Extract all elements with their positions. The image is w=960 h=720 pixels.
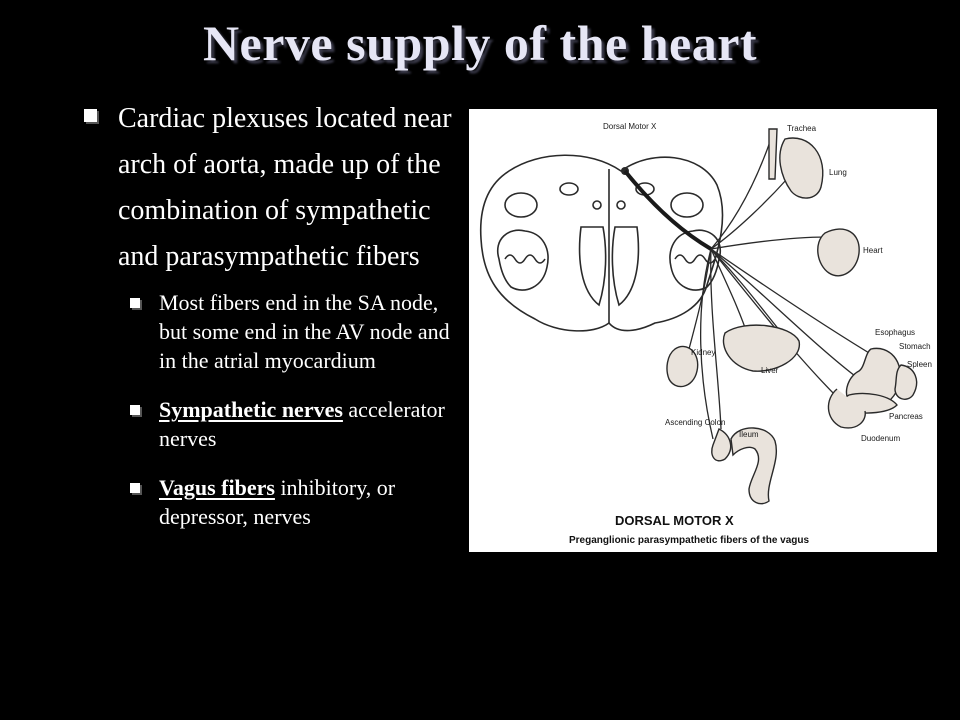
- colon-shape: [731, 428, 776, 504]
- sub-bullet-1: [130, 288, 464, 375]
- sub-bullet-text: [159, 473, 464, 531]
- vagus-nerve-diagram: [469, 109, 937, 552]
- sub-bullet-text: [159, 395, 464, 453]
- square-bullet-icon: [84, 109, 97, 122]
- sub-bullet-3-text: inhibitory, or depressor, nerves: [159, 475, 396, 529]
- trachea-shape: [769, 129, 777, 179]
- sub-bullet-3: [130, 473, 464, 531]
- liver-shape: [723, 325, 799, 371]
- sympathetic-nerves-keyword: Sympathetic nerves: [159, 397, 343, 422]
- bullet-list: [84, 96, 464, 551]
- caption-title: DORSAL MOTOR X: [615, 513, 734, 528]
- label-ascending-colon: Ascending Colon: [665, 418, 726, 427]
- nucleus-left: [505, 193, 537, 217]
- olive-left-fold: [505, 255, 545, 263]
- spleen-shape: [895, 365, 917, 399]
- label-trachea: Trachea: [787, 124, 817, 133]
- label-kidney: Kidney: [691, 348, 716, 357]
- label-ileum: Ileum: [739, 430, 759, 439]
- label-dorsal-motor-x: Dorsal Motor X: [603, 122, 657, 131]
- square-bullet-icon: [130, 405, 140, 415]
- ileum-shape: [712, 429, 731, 461]
- label-heart: Heart: [863, 246, 883, 255]
- square-bullet-icon: [130, 298, 140, 308]
- label-esophagus: Esophagus: [875, 328, 916, 337]
- square-bullet-icon: [130, 483, 140, 493]
- vagus-fibers-keyword: Vagus fibers: [159, 475, 275, 500]
- pyramid-left: [580, 227, 606, 305]
- main-bullet-text: Cardiac plexuses located near arch of aorta, made up of the combination of sympathetic and parasympathetic fibers: [118, 103, 452, 272]
- slide-title: Nerve supply of the heart: [202, 15, 758, 71]
- label-spleen: Spleen: [907, 360, 932, 369]
- olive-left: [498, 230, 548, 290]
- pyramid-right: [612, 227, 638, 305]
- lung-shape: [780, 138, 823, 198]
- sub-bullet-1-text: Most fibers end in the SA node, but some end in the AV node and in the atrial myocardium: [159, 290, 450, 373]
- sub-bullet-list: [84, 288, 464, 531]
- nucleus-right: [671, 193, 703, 217]
- caption-subtitle: Preganglionic parasympathetic fibers of the vagus: [569, 535, 810, 546]
- label-duodenum: Duodenum: [861, 434, 901, 443]
- main-bullet: [84, 96, 464, 280]
- label-stomach: Stomach: [899, 342, 931, 351]
- label-pancreas: Pancreas: [889, 412, 923, 421]
- diagram-svg: [469, 109, 937, 552]
- sub-bullet-text: [159, 288, 464, 375]
- heart-shape: [818, 229, 859, 276]
- medulla-outline: [481, 155, 723, 331]
- label-lung: Lung: [829, 168, 847, 177]
- sub-bullet-2-text: accelerator nerves: [159, 397, 445, 451]
- sub-bullet-2: [130, 395, 464, 453]
- label-liver: Liver: [761, 366, 779, 375]
